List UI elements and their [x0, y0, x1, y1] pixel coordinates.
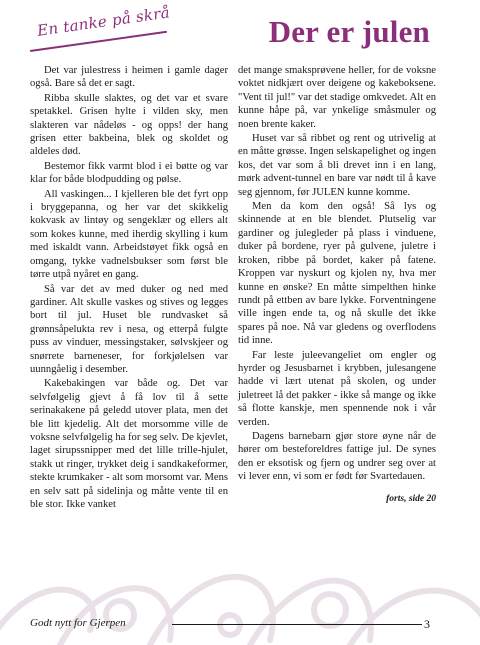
section-kicker: [30, 3, 171, 56]
continued-note: forts, side 20: [386, 493, 436, 504]
article-title: Der er julen: [268, 14, 430, 49]
paragraph: Det var julestress i heimen i gamle dager også. Bare så det er sagt.: [30, 65, 228, 90]
paragraph: Men da kom den også! Så lys og skinnende at en ble blendet. Plutselig var gardiner og julegleder på plass i vinduene, duker på bordene, ryer på gulvene, juletre i kroken, ribbe på bordet, kaker på fatene. Kroppen var nyskurt og kjolen ny, hva mer kunne en ønske? En måtte simpelthen hinke rundt på ettben av bare lykke. Forventningene ville ingen ende ta, og nå skulle det ikke spares på noe. Nå var gledens og overflodens tid inne.: [238, 201, 436, 347]
paragraph: Dagens barnebarn gjør store øyne når de hører om besteforeldres fattige jul. De synes den er eksotisk og fjern og undrer seg over at vi lever enn, vi som er født før Svartedauen.: [238, 430, 436, 483]
paragraph: Så var det av med duker og ned med gardiner. Alt skulle vaskes og stives og legges bort til jul. Huset ble rundvasket så grønnsåpelukta rev i nesa, og etterpå fulgte puss av vinduer, messingstaker, sølvskjeer og snørrete barneneser, for forkjølelsen var uunngåelig i desember.: [30, 283, 228, 375]
paragraph: All vaskingen... I kjelleren ble det fyrt opp i bryggepanna, og her var det skikkelig kokvask av lintøy og sengeklær og ellers alt som kokes kunne, med iherdig skylling i kum med iskaldt vann. Arbeidstøyet fikk også en omgang, tykke vadnelsbukser som først ble tørre utpå nyåret en gang.: [30, 188, 228, 281]
right-column: [238, 64, 436, 594]
page-number: 3: [424, 617, 430, 631]
article-body: [30, 64, 436, 594]
publication-name: Godt nytt for Gjerpen: [30, 617, 126, 629]
paragraph: det mange smaksprøvene heller, for de voksne voktet nidkjært over deigene og kakeboksene. "Vent til jul!" var det stadige omkvedet. Alt en kunne håpe på, var ynkelige småsmuler og noen brente kaker.: [238, 65, 436, 130]
paragraph: Bestemor fikk varmt blod i ei bøtte og var klar for både blodpudding og pølse.: [30, 160, 228, 186]
kicker-text: En tanke på skrå: [36, 3, 171, 40]
page-footer: [30, 617, 436, 633]
paragraph: Huset var så ribbet og rent og utrivelig at en måtte grøsse. Ingen selskapelighet og ingen kos, det var som å bli drevet inn i en lang, mørk advent-tunnel en bare var nødt til å kave seg gjennom, før JULEN kunne komme.: [238, 133, 436, 198]
left-column: [30, 64, 228, 594]
paragraph: Far leste juleevangeliet om engler og hyrder og Jesusbarnet i krybben, julesangene hadde vi lært utenat på skolen, og under juletreet lå det pakker - ikke så mange og ikke så flotte kanskje, men spennende nok i vår verden.: [238, 349, 436, 428]
footer-rule: [172, 624, 422, 625]
paragraph: Kakebakingen var både og. Det var selvfølgelig gjevt å få lov til å sette serinakakene på geledd utover plata, men det ble litt kjedelig. Alt det morsomme ville de voksne selvfølgelig ha for seg selv. De kjevlet, laget sirupssnipper med det lille trille-hjulet, stakk ut ringer, trykket deig i sandkakeformer, stekte krumkaker - alt som morsomt var. Mens en selv satt på sidelinja og måtte vente til en ble stor. Ikke vanket: [30, 378, 228, 510]
paragraph: Ribba skulle slaktes, og det var et svare spetakkel. Grisen hylte i vilden sky, men slakteren var nådeløs - og opps! der hang grisen etter bakbeina, blek og skoldet og aldeles død.: [30, 92, 228, 158]
